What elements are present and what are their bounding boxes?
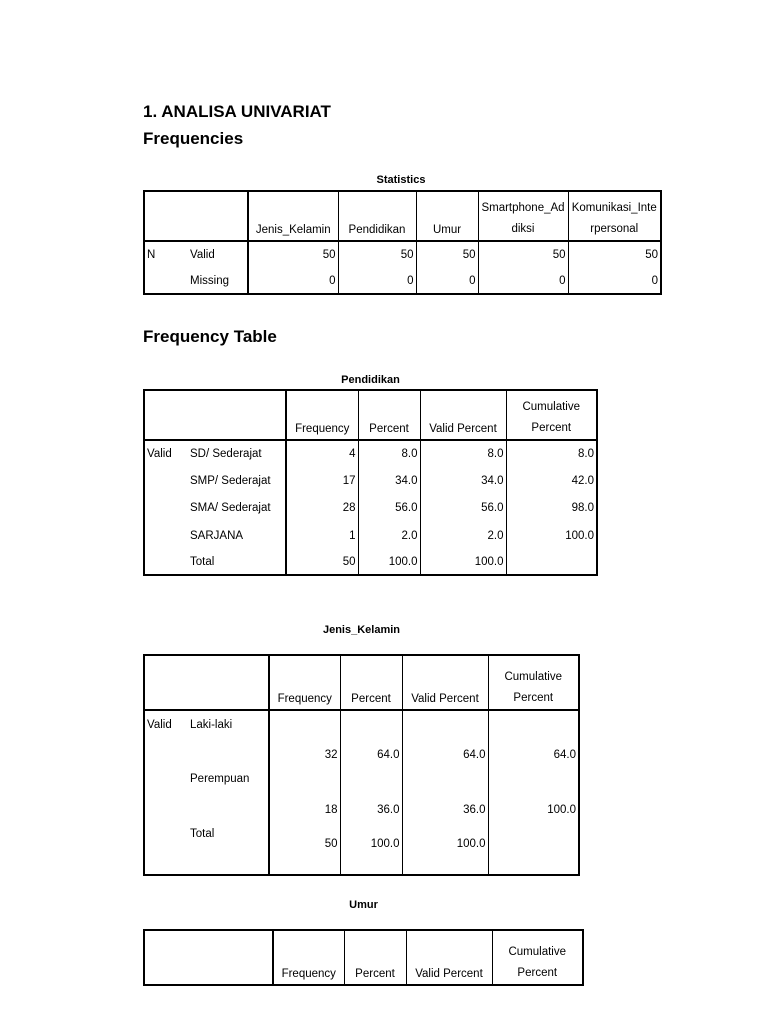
cell [488,820,579,875]
cell: 100.0 [420,549,506,575]
col-header: Cumulative Percent [506,390,597,440]
cell: 8.0 [358,440,420,467]
row-label: SD/ Sederajat [190,448,262,460]
cell: 56.0 [420,494,506,522]
umur-table [143,929,584,986]
col-header: Jenis_Kelamin [248,191,338,241]
cell: 50 [338,241,416,268]
row-label: Valid [190,249,215,261]
cell: 8.0 [420,440,506,467]
cell: 1 [286,522,358,549]
table-row [144,710,579,765]
cell: 50 [416,241,478,268]
stats-corner-2 [188,191,248,241]
row-label: Perempuan [190,773,250,785]
table-row [144,765,579,820]
row-label: Laki-laki [190,719,233,731]
section-title: 1. ANALISA UNIVARIAT [143,102,331,121]
cell: 34.0 [420,467,506,494]
row-label: Total [190,828,215,840]
empty-cell [144,765,188,820]
empty-cell [144,268,188,294]
cell: 0 [248,268,338,294]
cell: 2.0 [420,522,506,549]
statistics-caption: Statistics [376,174,426,186]
table-corner-2 [188,655,269,710]
cell: 36.0 [402,765,488,820]
empty-cell [144,549,188,575]
cell [506,549,597,575]
jenis-kelamin-caption: Jenis_Kelamin [322,624,401,636]
cell: 50 [269,820,340,875]
statistics-table [143,190,662,295]
col-header: Frequency [273,930,344,985]
empty-cell [144,467,188,494]
cell: 98.0 [506,494,597,522]
table-corner-2 [188,390,286,440]
col-header: Smartphone_Ad diksi [478,191,568,241]
col-header: Cumulative Percent [488,655,579,710]
cell: 18 [269,765,340,820]
row-label: Total [190,555,215,568]
cell: 100.0 [358,549,420,575]
table-row [144,549,597,575]
cell: 100.0 [506,522,597,549]
pendidikan-caption: Pendidikan [341,374,400,386]
cell: 100.0 [402,820,488,875]
row-label: Missing [190,274,229,287]
table-row [144,467,597,494]
stats-corner [144,191,188,241]
frequency-table-heading: Frequency Table [143,327,277,346]
col-header: Valid Percent [406,930,492,985]
col-header: Komunikasi_Inte rpersonal [568,191,661,241]
cell: 50 [568,241,661,268]
col-header: Pendidikan [338,191,416,241]
cell: 100.0 [488,765,579,820]
cell: 64.0 [402,710,488,765]
cell: 2.0 [358,522,420,549]
table-corner [144,390,188,440]
table-row [144,268,661,294]
col-header: Percent [340,655,402,710]
jenis-kelamin-table [143,654,580,876]
table-row [144,494,597,522]
cell: 32 [269,710,340,765]
cell: 64.0 [340,710,402,765]
table-row [144,820,579,875]
table-corner-2 [188,930,273,985]
row-label: SMA/ Sederajat [190,502,271,514]
cell: 50 [478,241,568,268]
col-header: Frequency [269,655,340,710]
table-corner [144,655,188,710]
cell: 56.0 [358,494,420,522]
row-label: SARJANA [190,529,244,542]
col-header: Percent [358,390,420,440]
row-group-label: N [147,249,156,261]
col-header: Cumulative Percent [492,930,583,985]
cell: 34.0 [358,467,420,494]
cell: 4 [286,440,358,467]
cell: 100.0 [340,820,402,875]
cell: 0 [568,268,661,294]
cell: 50 [286,549,358,575]
cell: 0 [338,268,416,294]
col-header: Percent [344,930,406,985]
cell: 64.0 [488,710,579,765]
cell: 28 [286,494,358,522]
umur-caption: Umur [349,899,378,911]
empty-cell [144,820,188,875]
table-row [144,522,597,549]
frequencies-heading: Frequencies [143,129,244,148]
pendidikan-table [143,389,598,576]
col-header: Frequency [286,390,358,440]
col-header: Valid Percent [420,390,506,440]
cell: 36.0 [340,765,402,820]
cell: 50 [248,241,338,268]
cell: 8.0 [506,440,597,467]
table-row [144,440,597,467]
row-label: SMP/ Sederajat [190,474,271,487]
cell: 0 [416,268,478,294]
row-group-label: Valid [147,448,172,460]
cell: 42.0 [506,467,597,494]
cell: 0 [478,268,568,294]
row-group-label: Valid [147,719,172,731]
table-corner [144,930,188,985]
empty-cell [144,494,188,522]
table-row [144,241,661,268]
col-header: Valid Percent [402,655,488,710]
empty-cell [144,522,188,549]
cell: 17 [286,467,358,494]
col-header: Umur [416,191,478,241]
